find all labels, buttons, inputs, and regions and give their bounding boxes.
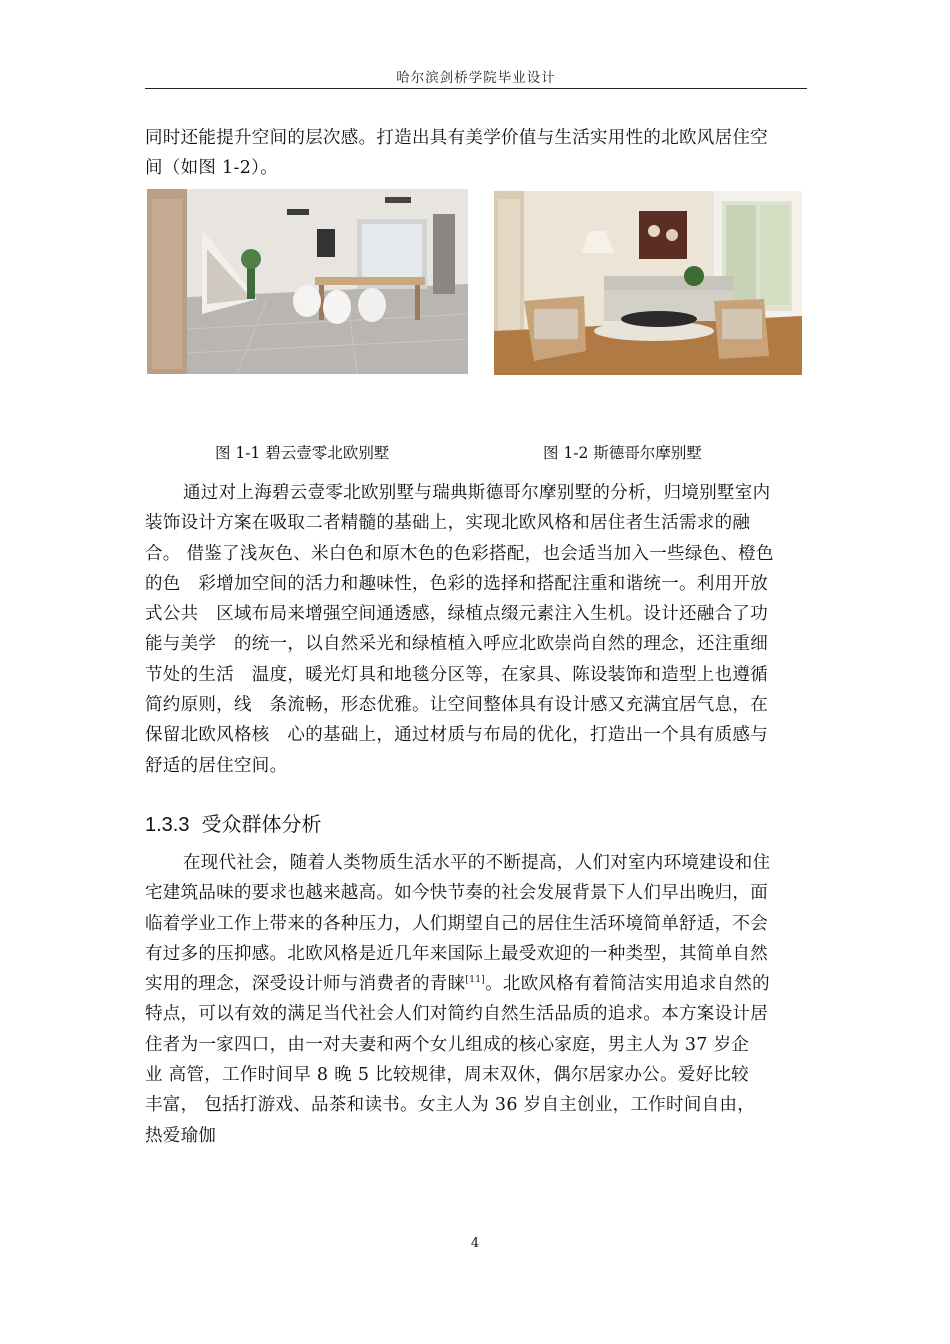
text-line: 装饰设计方案在吸取二者精髓的基础上，实现北欧风格和居住者生活需求的融 <box>145 513 751 534</box>
figure-1-2-photo <box>494 191 802 375</box>
text-line: 保留北欧风格核 心的基础上，通过材质与布局的优化，打造出一个具有质感与 <box>145 725 768 746</box>
text-line: 能与美学 的统一，以自然采光和绿植植入呼应北欧崇尚自然的理念，还注重细 <box>145 634 768 655</box>
text-line: 简约原则，线 条流畅，形态优雅。让空间整体具有设计感又充满宜居气息，在 <box>145 695 768 716</box>
text-line: 丰富， 包括打游戏、品茶和读书。女主人为 36 岁自主创业，工作时间自由， <box>145 1095 756 1116</box>
text-line: 节处的生活 温度，暖光灯具和地毯分区等，在家具、陈设装饰和造型上也遵循 <box>145 664 768 685</box>
text-line: 住者为一家四口，由一对夫妻和两个女儿组成的核心家庭，男主人为 37 岁企 <box>145 1034 750 1055</box>
text-segment: 实用的理念，深受设计师与消费者的青睐 <box>145 974 466 995</box>
figure-1-1-caption: 图 1-1 碧云壹零北欧别墅 <box>215 444 390 462</box>
page-number: 4 <box>470 1236 480 1251</box>
text-line: 通过对上海碧云壹零北欧别墅与瑞典斯德哥尔摩别墅的分析，归境别墅室内 <box>183 483 771 503</box>
figure-1-2-caption: 图 1-2 斯德哥尔摩别墅 <box>543 444 702 462</box>
text-line: 合。 借鉴了浅灰色、米白色和原木色的色彩搭配，也会适当加入一些绿色、橙色 <box>145 543 774 564</box>
text-line: 间（如图 1-2）。 <box>145 158 278 179</box>
figure-1-1-photo <box>147 189 468 374</box>
analysis-paragraph <box>145 478 813 781</box>
audience-paragraph <box>145 848 813 1151</box>
text-line: 舒适的居住空间。 <box>145 755 288 776</box>
text-line: 在现代社会，随着人类物质生活水平的不断提高，人们对室内环境建设和住 <box>183 853 771 873</box>
text-line: 有过多的压抑感。北欧风格是近几年来国际上最受欢迎的一种类型，其简单自然 <box>145 943 768 964</box>
text-line: 特点，可以有效的满足当代社会人们对简约自然生活品质的追求。本方案设计居 <box>145 1004 768 1025</box>
text-line: 业 高管，工作时间早 8 晚 5 比较规律，周末双休，偶尔居家办公。爱好比较 <box>145 1065 749 1086</box>
text-line: 临着学业工作上带来的各种压力，人们期望自己的居住生活环境简单舒适，不会 <box>145 913 768 934</box>
intro-paragraph <box>145 123 813 184</box>
header-divider <box>145 88 807 89</box>
text-line: 式公共 区域布局来增强空间通透感，绿植点缀元素注入生机。设计还融合了功 <box>145 604 768 625</box>
text-line: 的色 彩增加空间的活力和趣味性，色彩的选择和搭配注重和谐统一。利用开放 <box>145 573 768 594</box>
text-line <box>145 969 813 999</box>
text-line: 宅建筑品味的要求也越来越高。如今快节奏的社会发展背景下人们早出晚归，面 <box>145 883 768 904</box>
page-header: 哈尔滨剑桥学院毕业设计 <box>396 70 556 86</box>
section-title: 受众群体分析 <box>201 812 322 836</box>
section-heading <box>145 808 321 837</box>
text-segment: 。北欧风格有着简洁实用追求自然的 <box>485 974 770 995</box>
text-line: 热爱瑜伽 <box>145 1125 217 1146</box>
section-number: 1.3.3 <box>145 814 190 836</box>
text-line: 同时还能提升空间的层次感。打造出具有美学价值与生活实用性的北欧风居住空 <box>145 128 768 148</box>
citation-reference: [11] <box>465 975 486 986</box>
